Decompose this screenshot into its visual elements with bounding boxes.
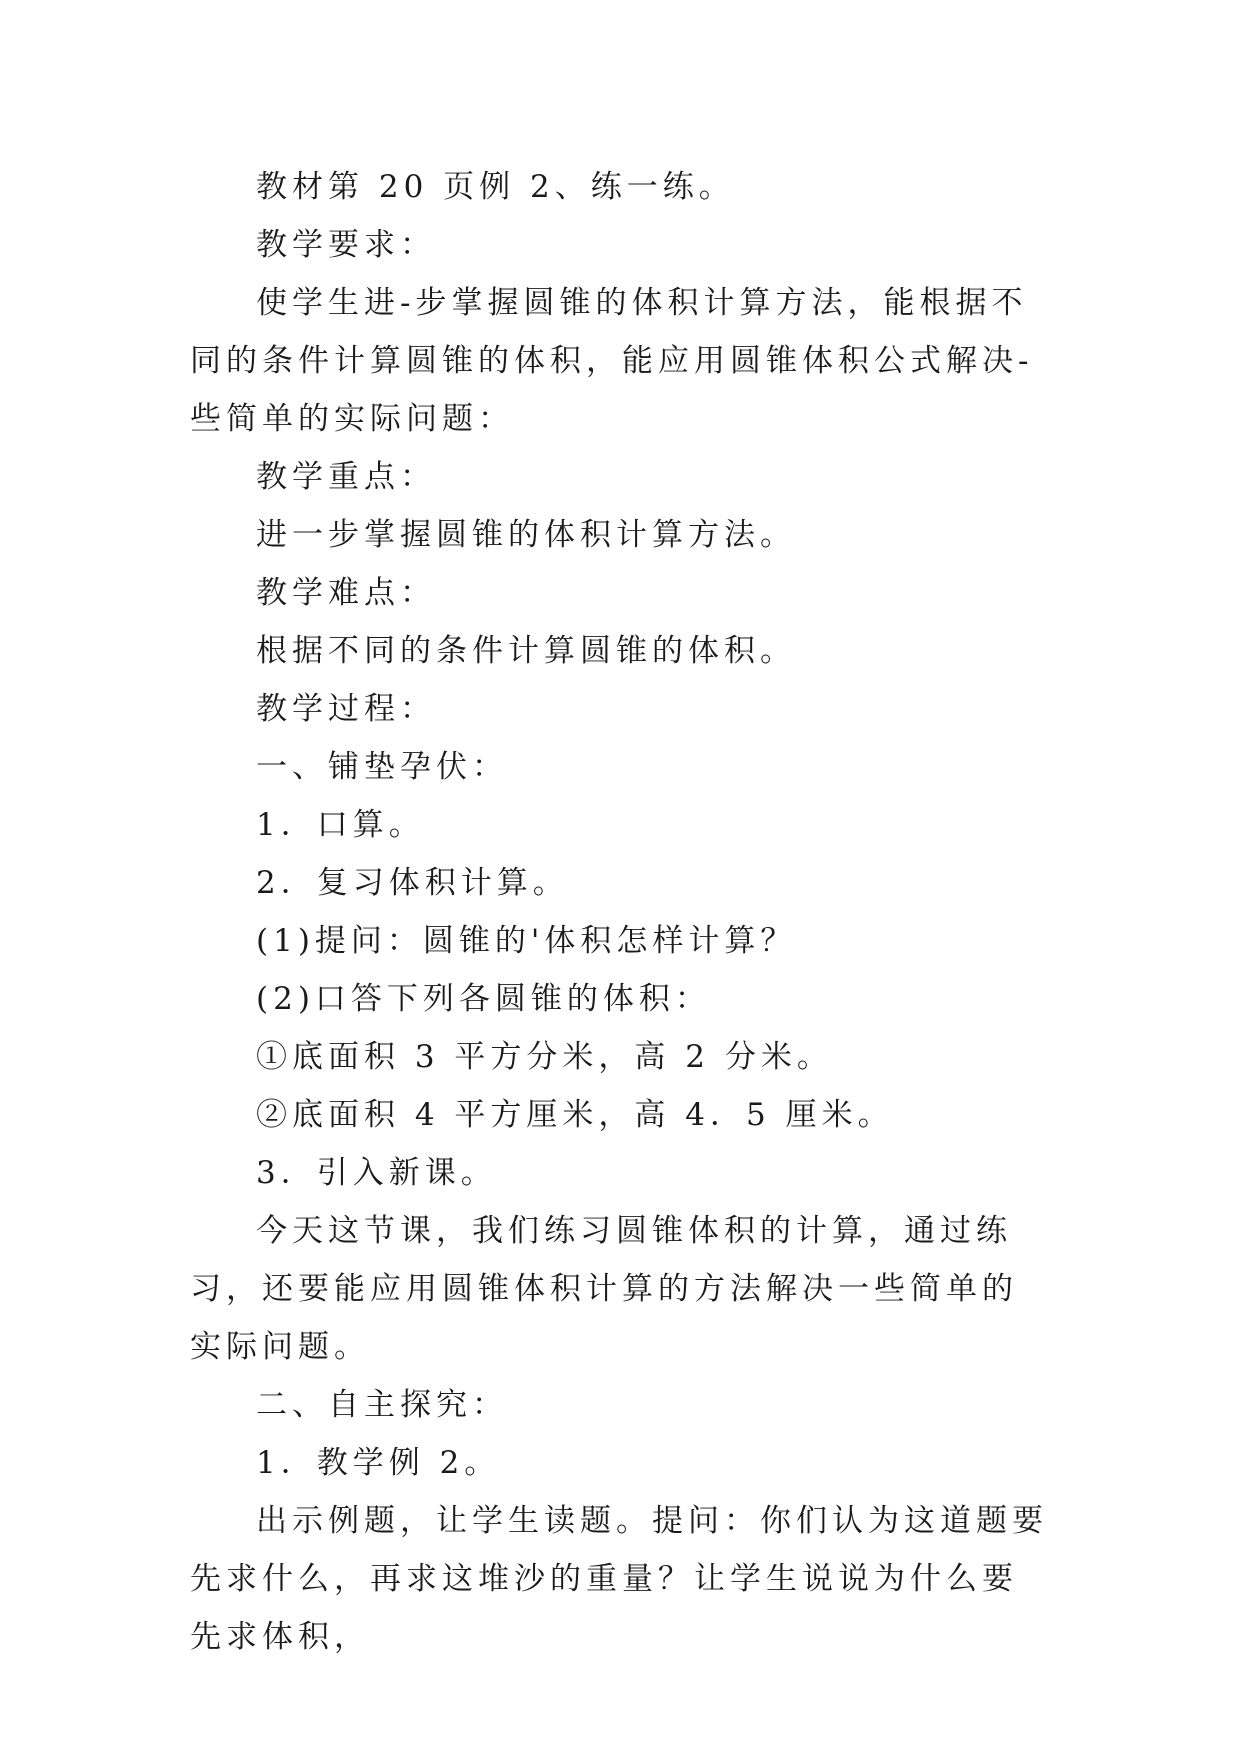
list-item: 1．教学例 2。: [256, 1445, 501, 1481]
list-item: ①底面积 3 平方分米，高 2 分米。: [256, 1039, 833, 1075]
document-body: [190, 158, 1050, 1666]
paragraph-textbook-reference: 教材第 20 页例 2、练一练。: [256, 169, 735, 205]
section-heading-two: 二、自主探究：: [256, 1387, 508, 1423]
paragraph-introduction: 今天这节课，我们练习圆锥体积的计算，通过练习，还要能应用圆锥体积计算的方法解决一些简单的实际问题。: [190, 1213, 1018, 1365]
heading-teaching-focus: 教学重点：: [256, 459, 436, 495]
paragraph-focus: 进一步掌握圆锥的体积计算方法。: [256, 517, 796, 553]
list-item: ②底面积 4 平方厘米，高 4．5 厘米。: [256, 1097, 894, 1133]
list-item: (2)口答下列各圆锥的体积：: [256, 981, 711, 1017]
list-item: (1)提问：圆锥的'体积怎样计算？: [256, 923, 797, 959]
heading-teaching-difficulty: 教学难点：: [256, 575, 436, 611]
section-heading-one: 一、铺垫孕伏：: [256, 749, 508, 785]
list-item: 3．引入新课。: [256, 1155, 497, 1191]
paragraph-requirements: 使学生进-步掌握圆锥的体积计算方法，能根据不同的条件计算圆锥的体积，能应用圆锥体积公式解决-些简单的实际问题：: [190, 285, 1034, 437]
paragraph-difficulty: 根据不同的条件计算圆锥的体积。: [256, 633, 796, 669]
list-item: 1．口算。: [256, 807, 425, 843]
paragraph-example: 出示例题，让学生读题。提问：你们认为这道题要先求什么，再求这堆沙的重量？让学生说说为什么要先求体积，: [190, 1503, 1048, 1655]
heading-teaching-process: 教学过程：: [256, 691, 436, 727]
list-item: 2．复习体积计算。: [256, 865, 569, 901]
heading-teaching-requirements: 教学要求：: [256, 227, 436, 263]
